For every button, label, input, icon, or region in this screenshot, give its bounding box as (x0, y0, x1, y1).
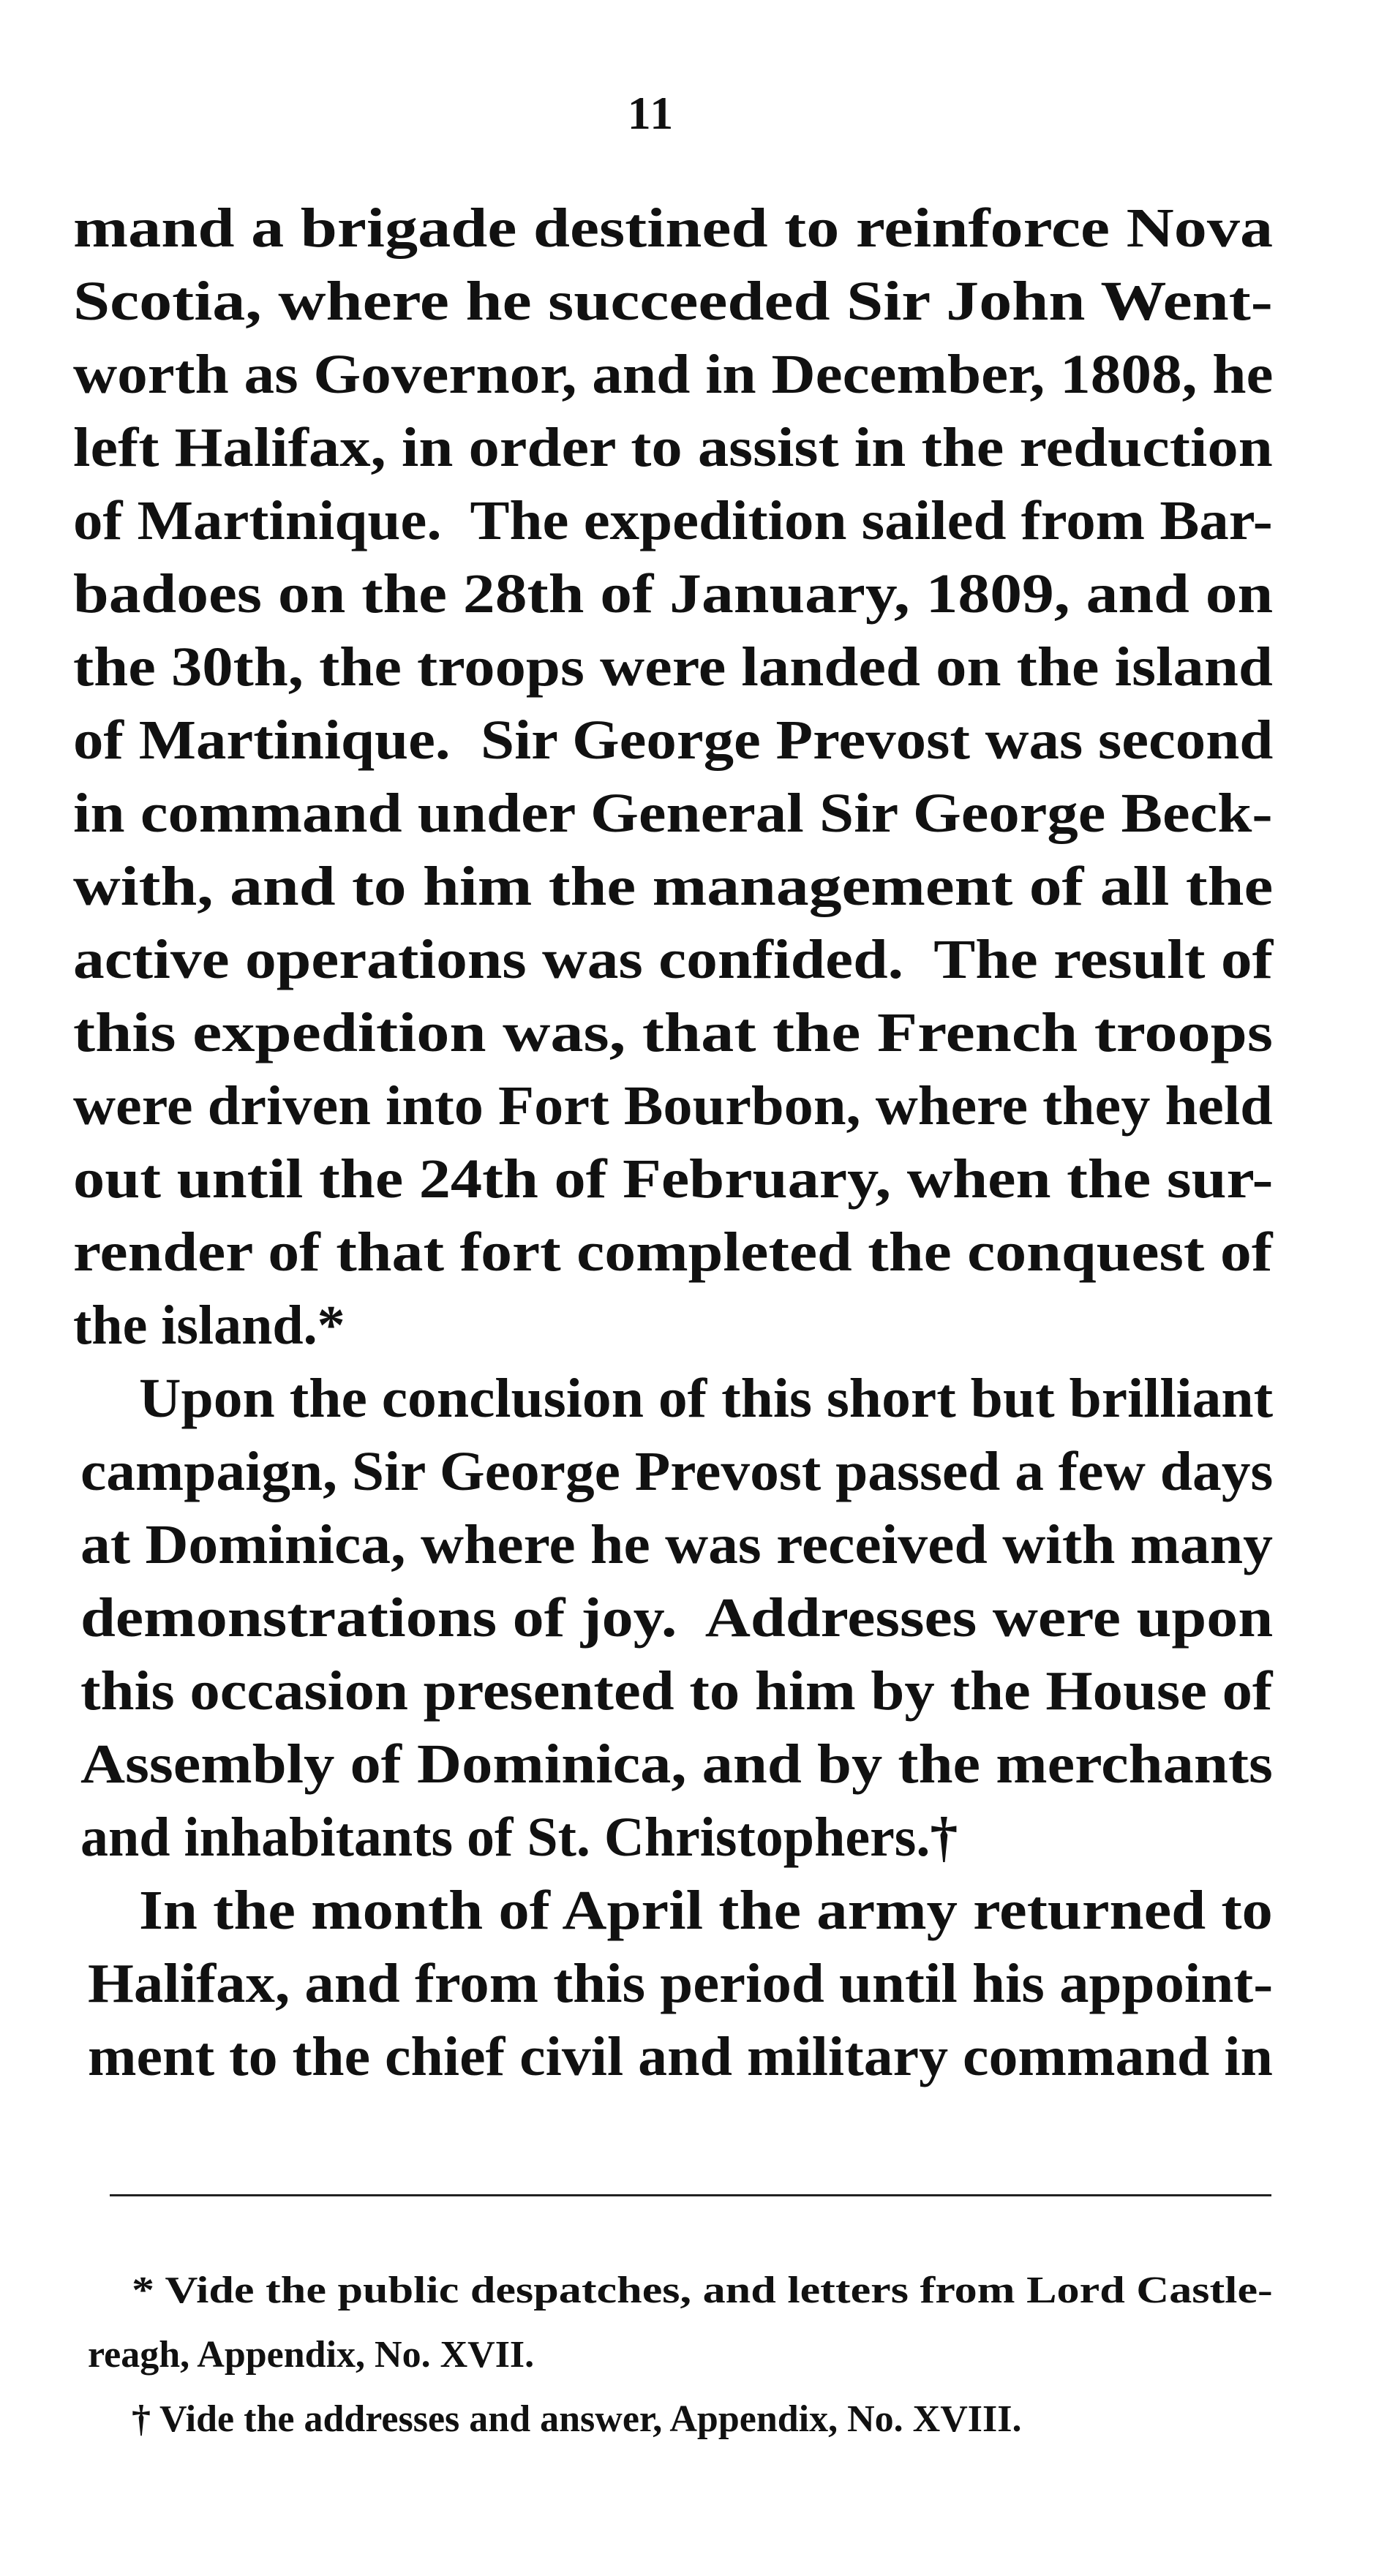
body-line: were driven into Fort Bourbon, where they held (73, 1075, 1273, 1137)
body-line: Halifax, and from this period until his appoint- (88, 1953, 1274, 2014)
footnote-separator (110, 2194, 1271, 2196)
body-line: Scotia, where he succeeded Sir John Went- (73, 271, 1273, 332)
body-line: active operations was confided. The result of (73, 929, 1274, 990)
body-line: worth as Governor, and in December, 1808, he (73, 344, 1274, 405)
body-line: ment to the chief civil and military command in (88, 2026, 1273, 2087)
body-line: left Halifax, in order to assist in the reduction (73, 417, 1273, 478)
body-line: the 30th, the troops were landed on the island (73, 636, 1273, 698)
page-number: 11 (627, 87, 675, 139)
body-line: mand a brigade destined to reinforce Nova (73, 197, 1274, 259)
footnote-line: † Vide the addresses and answer, Appendix, No. XVIII. (132, 2398, 1022, 2440)
body-line: this expedition was, that the French troops (73, 1002, 1274, 1063)
body-line: this occasion presented to him by the House of (80, 1660, 1273, 1722)
body-line: out until the 24th of February, when the sur- (73, 1148, 1274, 1210)
body-line: In the month of April the army returned to (139, 1880, 1273, 1941)
footnote-line: * Vide the public despatches, and letters from Lord Castle- (132, 2270, 1273, 2311)
body-line: demonstrations of joy. Addresses were upon (80, 1587, 1274, 1649)
body-line: badoes on the 28th of January, 1809, and on (73, 563, 1274, 625)
footnote-line: reagh, Appendix, No. XVII. (88, 2334, 535, 2376)
body-line: in command under General Sir George Beck- (73, 783, 1273, 844)
body-line: campaign, Sir George Prevost passed a few days (80, 1441, 1274, 1502)
body-line: Upon the conclusion of this short but brilliant (139, 1368, 1274, 1429)
body-line: render of that fort completed the conquest of (73, 1221, 1273, 1283)
body-line: of Martinique. Sir George Prevost was second (73, 709, 1274, 771)
body-line: at Dominica, where he was received with many (80, 1514, 1273, 1575)
body-line: of Martinique. The expedition sailed from Bar- (73, 490, 1273, 551)
body-line: with, and to him the management of all the (73, 856, 1274, 917)
body-line: Assembly of Dominica, and by the merchants (80, 1733, 1273, 1795)
body-line: the island.* (73, 1295, 345, 1356)
body-line: and inhabitants of St. Christophers.† (80, 1807, 958, 1868)
